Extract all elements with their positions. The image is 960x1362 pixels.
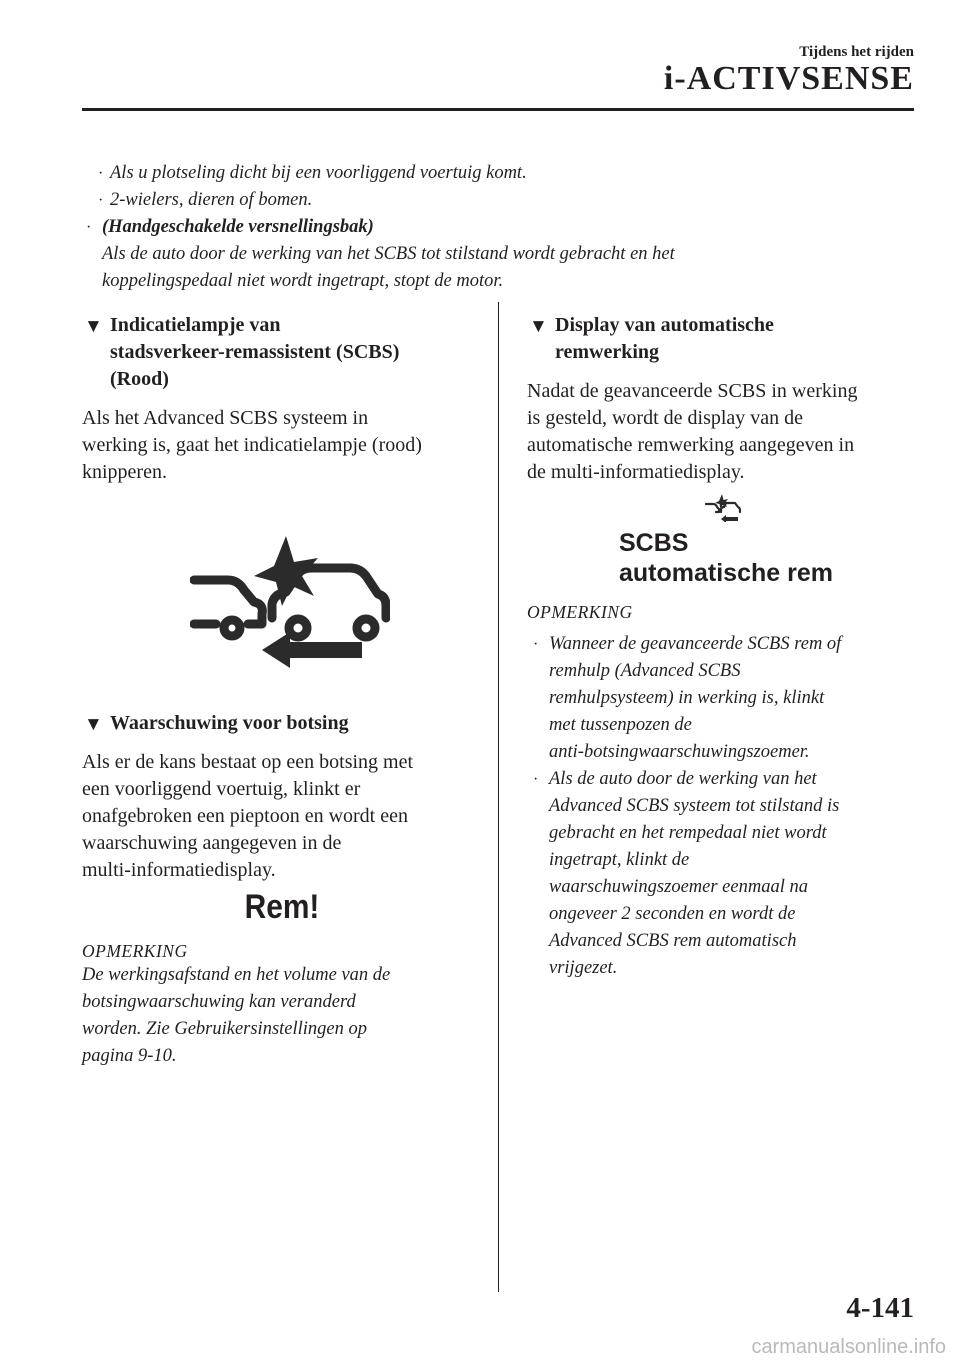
scbs-indicator-lamp-icon [190,532,390,670]
section-heading-collision-warning [82,710,482,737]
right-column [527,312,917,982]
paragraph [82,405,482,486]
text-line: Advanced SCBS systeem tot stilstand is [549,796,840,816]
page-number: 4-141 [846,1292,914,1324]
text-line: Als het Advanced SCBS systeem in [82,407,369,429]
text-line: Wanneer de geavanceerde SCBS rem of [549,634,842,654]
heading-line: Waarschuwing voor botsing [110,712,349,734]
sub-bullet-item [82,160,912,187]
text-line: Advanced SCBS rem automatisch [549,931,797,951]
text-line: Als de auto door de werking van het [549,769,817,789]
top-bullet-list [82,160,912,295]
text-line: Nadat de geavanceerde SCBS in werking [527,380,858,402]
text-line: gebracht en het rempedaal niet wordt [549,823,827,843]
text-line: automatische remwerking aangegeven in [527,434,855,456]
bullet-text: koppelingspedaal niet wordt ingetrapt, stopt de motor. [102,271,504,291]
display-line: automatische rem [619,559,833,587]
heading-line: (Rood) [110,368,169,390]
triangle-marker-icon: ▼ [529,316,548,337]
text-line: remhulpsysteem) in werking is, klinkt [549,688,825,708]
note-bullet-item [529,766,917,982]
text-line: botsingwaarschuwing kan veranderd [82,992,356,1012]
chapter-title: i-ACTIVSENSE [663,60,914,97]
heading-line: Display van automatische [555,314,774,336]
text-line: ongeveer 2 seconden en wordt de [549,904,796,924]
bullet-text: Als de auto door de werking van het SCBS tot stilstand wordt gebracht en het [102,244,675,264]
text-line: waarschuwing aangegeven in de [82,832,342,854]
text-line: remhulp (Advanced SCBS [549,661,741,681]
triangle-marker-icon: ▼ [84,714,103,735]
triangle-marker-icon: ▼ [84,316,103,337]
bullet-dot: · [98,192,104,209]
note-heading: OPMERKING [527,602,633,622]
paragraph [82,749,482,884]
text-line: werking is, gaat het indicatielampje (rood) [82,434,422,456]
text-line: worden. Zie Gebruikersinstellingen op [82,1019,368,1039]
collision-warning-icon [190,532,390,670]
text-line: een voorliggend voertuig, klinkt er [82,778,361,800]
note-bullet-item [529,631,917,766]
display-message-scbs [619,528,917,588]
text-line: vrijgezet. [549,958,618,978]
heading-line: remwerking [555,341,660,363]
text-line: knipperen. [82,461,167,483]
heading-line: stadsverkeer-remassistent (SCBS) [110,341,400,363]
display-line: SCBS [619,529,689,557]
text-line: waarschuwingszoemer eenmaal na [549,877,808,897]
bullet-dot: · [86,219,92,236]
left-column [82,312,482,1070]
text-line: is gesteld, wordt de display van de [527,407,804,429]
note-text [82,962,482,1070]
note-list [527,631,917,982]
text-line: Als er de kans bestaat op een botsing met [82,751,414,773]
bullet-title: (Handgeschakelde versnellingsbak) [102,217,374,237]
note-heading: OPMERKING [82,941,188,961]
bullet-text: Als u plotseling dicht bij een voorliggend voertuig komt. [110,163,527,183]
paragraph [527,378,917,486]
bullet-dot: · [98,165,104,182]
sub-bullet-item [82,187,912,214]
section-title: Tijdens het rijden [799,44,914,60]
text-line: pagina 9-10. [82,1046,177,1066]
text-line: De werkingsafstand en het volume van de [82,965,391,985]
column-divider [498,302,499,1292]
collision-small-icon [705,494,741,522]
bullet-item [82,214,912,241]
text-line: anti-botsingwaarschuwingszoemer. [549,742,810,762]
text-line: de multi-informatiedisplay. [527,461,745,483]
bullet-dot: · [533,636,539,653]
heading-line: Indicatielampje van [110,314,281,336]
bullet-text: 2-wielers, dieren of bomen. [110,190,313,210]
section-heading-indicator [82,312,482,393]
header-divider [82,108,914,111]
footer-watermark[interactable]: carmanualsonline.info [751,1336,946,1358]
text-line: ingetrapt, klinkt de [549,850,690,870]
scbs-small-icon [705,494,741,522]
text-line: onafgebroken een pieptoon en wordt een [82,805,408,827]
bullet-dot: · [533,771,539,788]
text-line: multi-informatiedisplay. [82,859,276,881]
section-heading-auto-brake-display [527,312,917,366]
display-message-rem: Rem! [244,888,320,926]
text-line: met tussenpozen de [549,715,692,735]
